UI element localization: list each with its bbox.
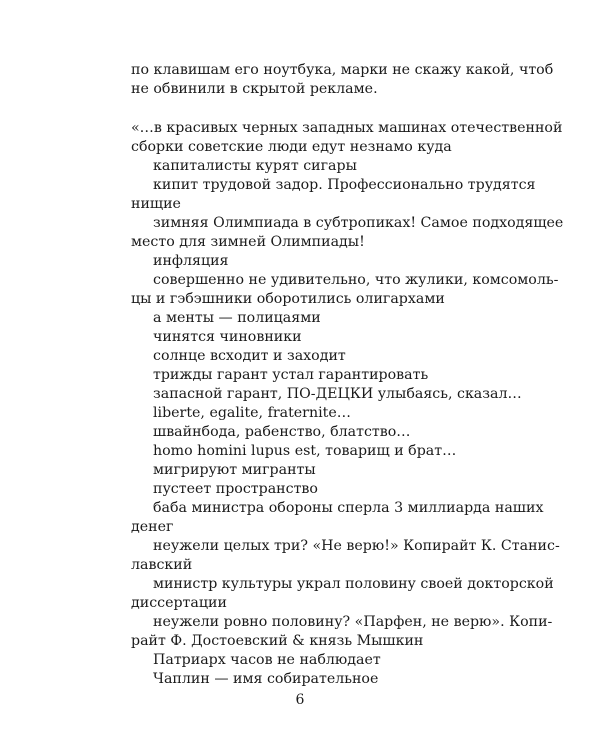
text-line: солнце всходит и заходит: [153, 348, 346, 364]
text-line: liberte, egalite, fraternite…: [153, 405, 351, 421]
text-line: пустеет пространство: [153, 481, 318, 497]
text-line: цы и гэбэшники оборотились олигархами: [131, 291, 445, 307]
text-line: сборки советские люди едут незнамо куда: [131, 139, 452, 155]
text-line: по клавишам его ноутбука, марки не скажу какой, чтоб: [131, 62, 554, 78]
text-line: инфляция: [153, 253, 229, 269]
text-line: неужели целых три? «Не верю!» Копирайт К. Станис-: [153, 538, 560, 554]
text-line: швайнбода, рабенство, блатство…: [153, 424, 411, 440]
text-line: неужели ровно половину? «Парфен, не верю». Копи-: [153, 614, 553, 630]
text-line: место для зимней Олимпиады!: [131, 234, 365, 250]
text-line: Патриарх часов не наблюдает: [153, 652, 381, 668]
text-line: чинятся чиновники: [153, 329, 302, 345]
text-line: капиталисты курят сигары: [153, 158, 357, 174]
text-line: Чаплин — имя собирательное: [153, 671, 379, 687]
text-line: диссертации: [131, 595, 227, 611]
text-line: нищие: [131, 196, 181, 212]
page-number: 6: [295, 692, 305, 708]
text-line: а менты — полицаями: [153, 310, 321, 326]
text-line: мигрируют мигранты: [153, 462, 316, 478]
text-line: «…в красивых черных западных машинах отечественной: [131, 120, 563, 136]
text-line: райт Ф. Достоевский & князь Мышкин: [131, 633, 424, 649]
text-line: денег: [131, 519, 174, 535]
text-line: не обвинили в скрытой рекламе.: [131, 81, 378, 97]
text-line: лавский: [131, 557, 193, 573]
text-line: запасной гарант, ПО-ДЕЦКИ улыбаясь, сказал…: [153, 386, 522, 402]
text-line: совершенно не удивительно, что жулики, комсомоль-: [153, 272, 559, 288]
text-line: министр культуры украл половину своей докторской: [153, 576, 554, 592]
text-line: homo homini lupus est, товарищ и брат…: [153, 443, 457, 459]
text-line: кипит трудовой задор. Профессионально трудятся: [153, 177, 536, 193]
text-line: баба министра обороны сперла 3 миллиарда наших: [153, 500, 544, 516]
text-line: трижды гарант устал гарантировать: [153, 367, 429, 383]
text-line: зимняя Олимпиада в субтропиках! Самое подходящее: [153, 215, 564, 231]
